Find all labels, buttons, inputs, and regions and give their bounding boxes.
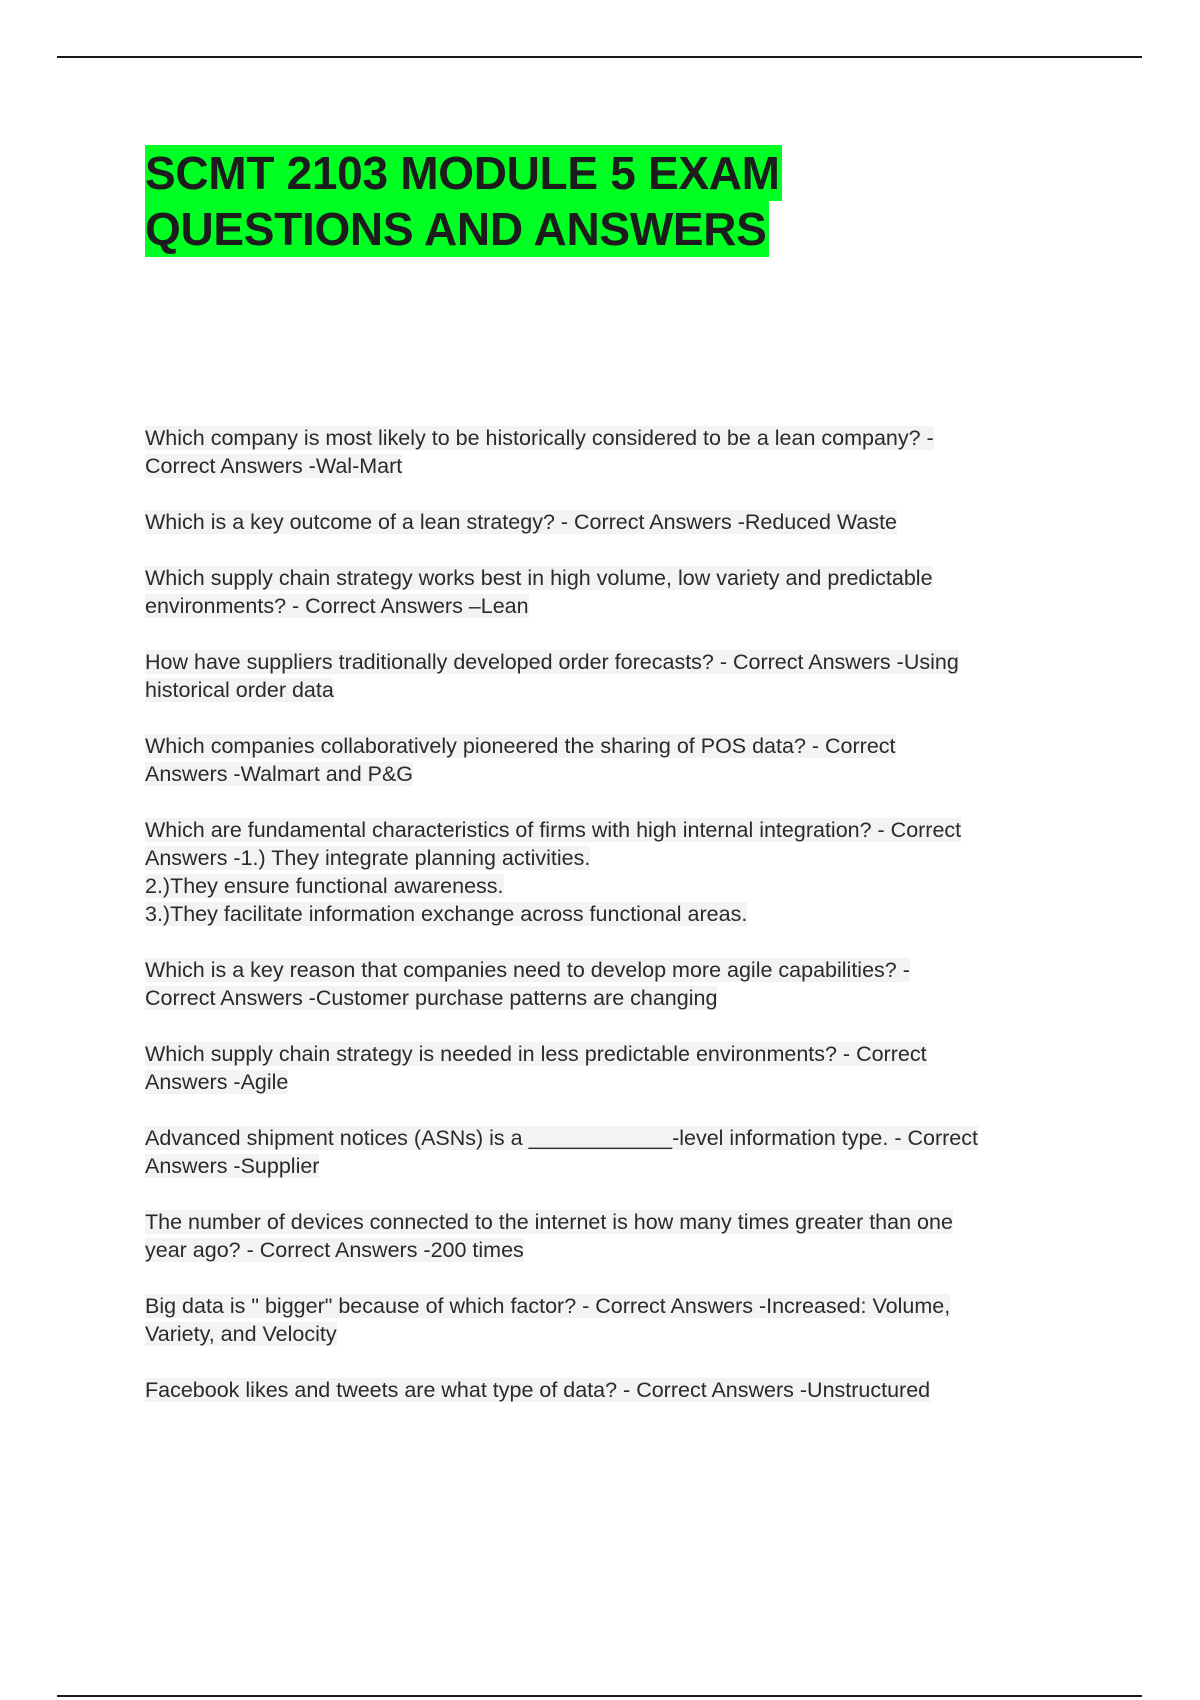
title-line-1: SCMT 2103 MODULE 5 EXAM [145,147,780,199]
qa-line: Answers -1.) They integrate planning activities. [145,846,591,870]
qa-line: Correct Answers -Customer purchase patterns are changing [145,986,718,1010]
document-title [145,145,1045,257]
qa-line: 3.)They facilitate information exchange across functional areas. [145,902,748,926]
qa-line: Which company is most likely to be historically considered to be a lean company? - [145,426,934,450]
qa-item [145,508,1075,536]
qa-line: Which are fundamental characteristics of firms with high internal integration? - Correct [145,818,962,842]
qa-line: Which is a key outcome of a lean strategy? - Correct Answers -Reduced Waste [145,510,898,534]
qa-line: Variety, and Velocity [145,1322,337,1346]
qa-line: Answers -Agile [145,1070,289,1094]
qa-item [145,424,1075,480]
qa-line: Which is a key reason that companies need to develop more agile capabilities? - [145,958,910,982]
title-line-2: QUESTIONS AND ANSWERS [145,203,767,255]
qa-item [145,648,1075,704]
qa-line: historical order data [145,678,334,702]
qa-item [145,956,1075,1012]
qa-line: Facebook likes and tweets are what type of data? - Correct Answers -Unstructured [145,1378,931,1402]
qa-line: Advanced shipment notices (ASNs) is a ____________-level information type. - Correct [145,1126,978,1150]
qa-item [145,1124,1075,1180]
qa-list [145,424,1075,1432]
qa-line: year ago? - Correct Answers -200 times [145,1238,524,1262]
top-rule [57,56,1142,58]
qa-line: Which supply chain strategy is needed in less predictable environments? - Correct [145,1042,927,1066]
qa-item [145,1208,1075,1264]
bottom-rule [57,1695,1142,1697]
qa-item [145,1292,1075,1348]
qa-line: Which supply chain strategy works best in high volume, low variety and predictable [145,566,933,590]
qa-item [145,816,1075,928]
qa-item [145,732,1075,788]
qa-line: Answers -Supplier [145,1154,320,1178]
qa-line: environments? - Correct Answers –Lean [145,594,529,618]
qa-line: 2.)They ensure functional awareness. [145,874,504,898]
qa-line: The number of devices connected to the internet is how many times greater than one [145,1210,953,1234]
qa-line: Big data is " bigger" because of which factor? - Correct Answers -Increased: Volume, [145,1294,951,1318]
qa-line: Which companies collaboratively pioneered the sharing of POS data? - Correct [145,734,896,758]
qa-line: Answers -Walmart and P&G [145,762,414,786]
qa-item [145,564,1075,620]
qa-item [145,1376,1075,1404]
qa-item [145,1040,1075,1096]
qa-line: Correct Answers -Wal-Mart [145,454,403,478]
qa-line: How have suppliers traditionally developed order forecasts? - Correct Answers -Using [145,650,959,674]
